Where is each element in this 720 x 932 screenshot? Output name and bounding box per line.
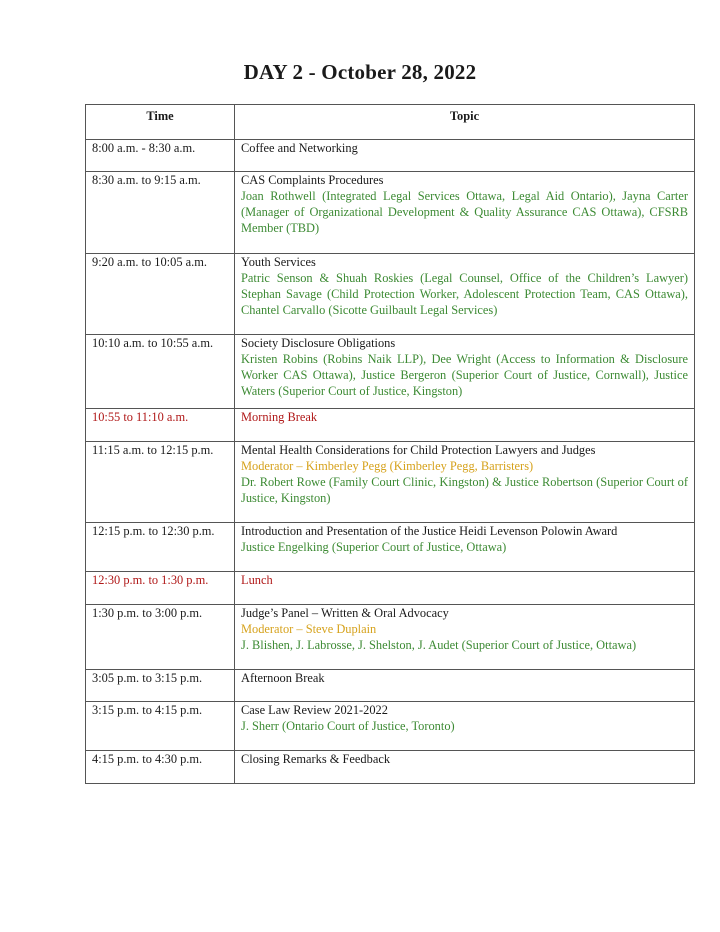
session-speakers: Dr. Robert Rowe (Family Court Clinic, Kingston) & Justice Robertson (Superior Court of Justice, Kingston) bbox=[241, 475, 688, 505]
session-title: Closing Remarks & Feedback bbox=[241, 752, 391, 766]
time-cell: 8:00 a.m. - 8:30 a.m. bbox=[86, 140, 235, 172]
time-cell: 10:10 a.m. to 10:55 a.m. bbox=[86, 335, 235, 409]
page-title: DAY 2 - October 28, 2022 bbox=[243, 60, 477, 84]
table-row bbox=[86, 702, 695, 751]
topic-cell bbox=[235, 140, 695, 172]
table-row bbox=[86, 670, 695, 702]
time-cell: 8:30 a.m. to 9:15 a.m. bbox=[86, 172, 235, 254]
time-cell: 10:55 to 11:10 a.m. bbox=[86, 409, 235, 442]
topic-cell bbox=[235, 751, 695, 784]
topic-cell bbox=[235, 702, 695, 751]
table-row bbox=[86, 605, 695, 670]
topic-cell bbox=[235, 335, 695, 409]
topic-column-header: Topic bbox=[235, 105, 695, 140]
topic-cell bbox=[235, 409, 695, 442]
time-cell: 12:15 p.m. to 12:30 p.m. bbox=[86, 523, 235, 572]
topic-cell bbox=[235, 254, 695, 335]
session-title: Judge’s Panel – Written & Oral Advocacy bbox=[241, 606, 449, 620]
session-title: Coffee and Networking bbox=[241, 141, 358, 155]
time-column-header: Time bbox=[86, 105, 235, 140]
session-title: Morning Break bbox=[241, 410, 318, 424]
table-row bbox=[86, 172, 695, 254]
time-cell: 12:30 p.m. to 1:30 p.m. bbox=[86, 572, 235, 605]
session-title: Youth Services bbox=[241, 255, 316, 269]
time-cell: 4:15 p.m. to 4:30 p.m. bbox=[86, 751, 235, 784]
session-speakers: J. Blishen, J. Labrosse, J. Shelston, J. Audet (Superior Court of Justice, Ottawa) bbox=[241, 638, 637, 652]
time-cell: 1:30 p.m. to 3:00 p.m. bbox=[86, 605, 235, 670]
session-moderator: Moderator – Steve Duplain bbox=[241, 622, 377, 636]
table-row bbox=[86, 523, 695, 572]
session-speakers: Joan Rothwell (Integrated Legal Services Ottawa, Legal Aid Ontario), Jayna Carter (Manager of Organizational Development & Quality Assurance CAS Ottawa), CFSRB Member (TBD) bbox=[241, 189, 688, 235]
session-title: CAS Complaints Procedures bbox=[241, 173, 384, 187]
session-title: Case Law Review 2021-2022 bbox=[241, 703, 388, 717]
session-title: Lunch bbox=[241, 573, 273, 587]
session-speakers: J. Sherr (Ontario Court of Justice, Toronto) bbox=[241, 719, 455, 733]
session-speakers: Justice Engelking (Superior Court of Justice, Ottawa) bbox=[241, 540, 507, 554]
table-row bbox=[86, 140, 695, 172]
time-cell: 9:20 a.m. to 10:05 a.m. bbox=[86, 254, 235, 335]
table-row bbox=[86, 751, 695, 784]
session-moderator: Moderator – Kimberley Pegg (Kimberley Pegg, Barristers) bbox=[241, 459, 534, 473]
table-row bbox=[86, 335, 695, 409]
session-title: Afternoon Break bbox=[241, 671, 325, 685]
topic-cell bbox=[235, 172, 695, 254]
time-cell: 11:15 a.m. to 12:15 p.m. bbox=[86, 442, 235, 523]
session-speakers: Kristen Robins (Robins Naik LLP), Dee Wright (Access to Information & Disclosure Worker CAS Ottawa), Justice Bergeron (Superior Court of Justice, Cornwall), Justice Waters (Superior Court of Justice, Kingston) bbox=[241, 352, 688, 398]
session-title: Society Disclosure Obligations bbox=[241, 336, 396, 350]
time-cell: 3:15 p.m. to 4:15 p.m. bbox=[86, 702, 235, 751]
topic-cell bbox=[235, 523, 695, 572]
topic-cell bbox=[235, 442, 695, 523]
schedule-table bbox=[85, 104, 695, 784]
topic-cell bbox=[235, 670, 695, 702]
session-title: Mental Health Considerations for Child Protection Lawyers and Judges bbox=[241, 443, 596, 457]
table-row bbox=[86, 572, 695, 605]
session-speakers: Patric Senson & Shuah Roskies (Legal Counsel, Office of the Children’s Lawyer) Stephan Savage (Child Protection Worker, Adolescent Protection Team, CAS Ottawa), Chantel Carvallo (Sicotte Guilbault Legal Services) bbox=[241, 271, 688, 317]
topic-cell bbox=[235, 572, 695, 605]
table-row bbox=[86, 442, 695, 523]
table-row bbox=[86, 254, 695, 335]
session-title: Introduction and Presentation of the Justice Heidi Levenson Polowin Award bbox=[241, 524, 618, 538]
table-header-row bbox=[86, 105, 695, 140]
time-cell: 3:05 p.m. to 3:15 p.m. bbox=[86, 670, 235, 702]
table-row bbox=[86, 409, 695, 442]
topic-cell bbox=[235, 605, 695, 670]
